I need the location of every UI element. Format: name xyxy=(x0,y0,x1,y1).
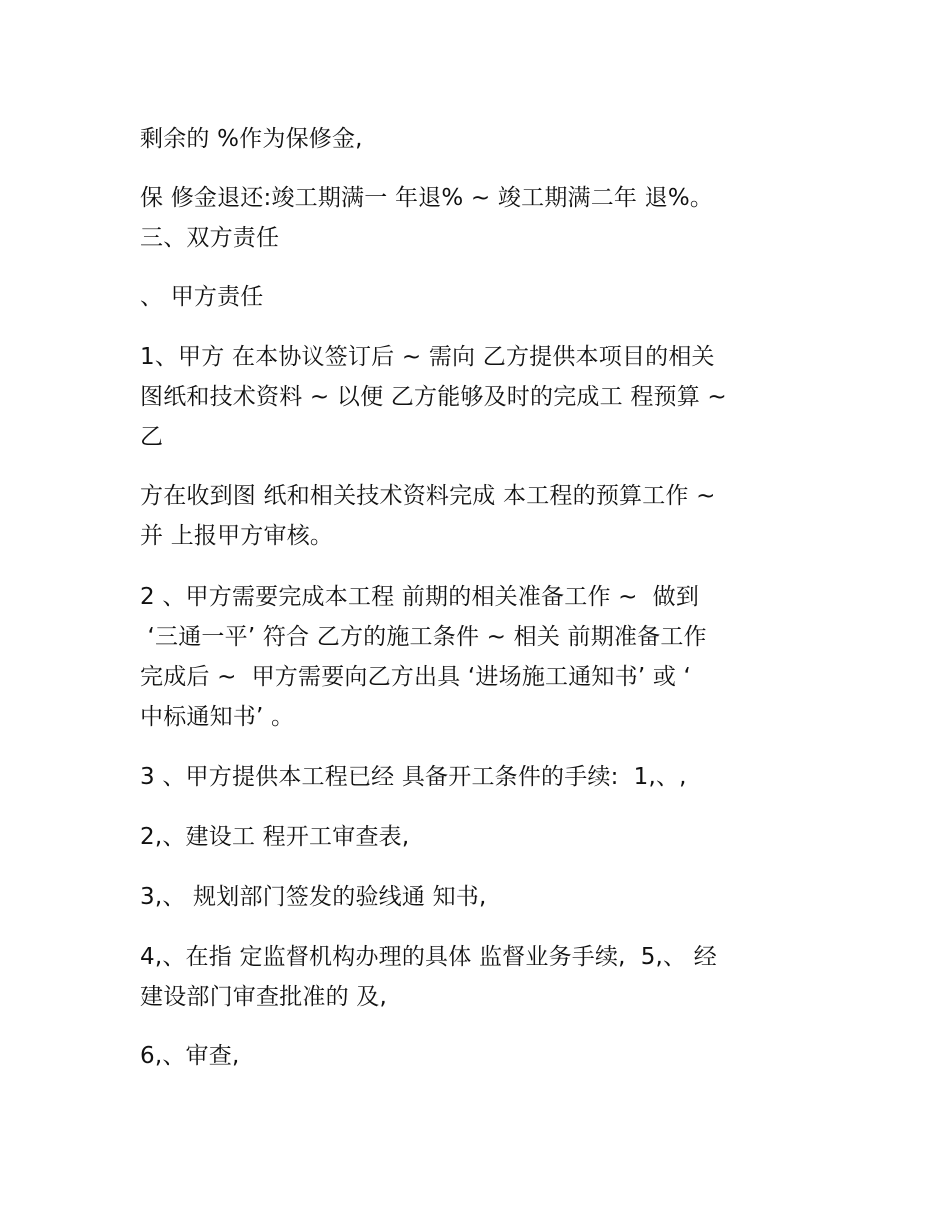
text-line: 2 、甲方需要完成本工程 前期的相关准备工作 ~ 做到 xyxy=(140,584,700,610)
text-line: 1、甲方 在本协议签订后 ~ 需向 乙方提供本项目的相关 xyxy=(140,344,715,370)
text-line: 完成后 ~ 甲方需要向乙方出具 ‘进场施工通知书’ 或 ‘ xyxy=(140,664,692,690)
text-line: 2,、建设工 程开工审查表, xyxy=(140,824,410,850)
text-line: ‘三通一平’ 符合 乙方的施工条件 ~ 相关 前期准备工作 xyxy=(140,624,707,650)
subsection-heading: 、 甲方责任 xyxy=(140,284,264,310)
text-line: 建设部门审查批准的 及, xyxy=(140,984,388,1010)
text-line: 3,、 规划部门签发的验线通 知书, xyxy=(140,884,487,910)
text-line: 图纸和技术资料 ~ 以便 乙方能够及时的完成工 程预算 ~ xyxy=(140,384,727,410)
text-line: 保 修金退还:竣工期满一 年退% ~ 竣工期满二年 退%。 xyxy=(140,185,714,211)
section-heading: 三、双方责任 xyxy=(140,225,280,251)
text-line: 并 上报甲方审核。 xyxy=(140,523,334,549)
text-line: 方在收到图 纸和相关技术资料完成 本工程的预算工作 ~ xyxy=(140,483,716,509)
text-line: 乙 xyxy=(140,424,164,450)
text-line: 中标通知书’ 。 xyxy=(140,704,295,730)
text-line: 3 、甲方提供本工程已经 具备开工条件的手续: 1,、, xyxy=(140,764,687,790)
text-line: 6,、审查, xyxy=(140,1043,240,1069)
text-line: 剩余的 %作为保修金, xyxy=(140,126,363,152)
text-line: 4,、在指 定监督机构办理的具体 监督业务手续, 5,、 经 xyxy=(140,944,717,970)
